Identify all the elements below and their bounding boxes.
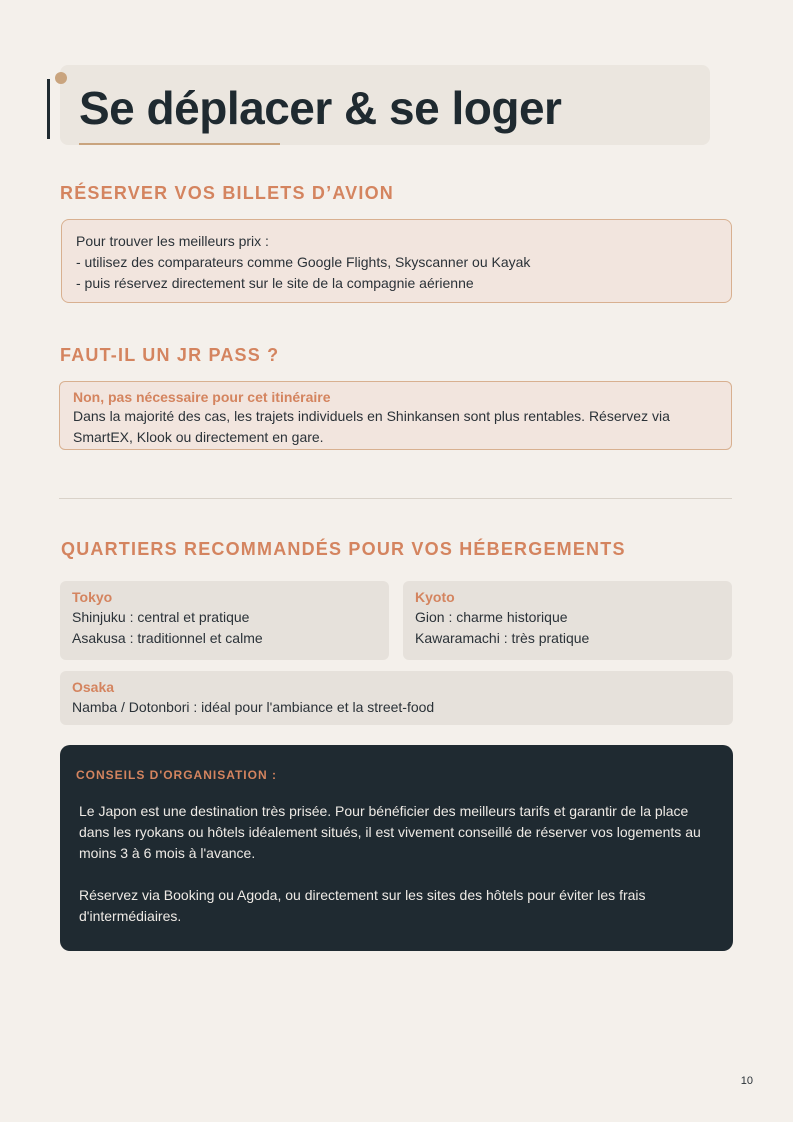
tips-paragraph: Réservez via Booking ou Agoda, ou directement sur les sites des hôtels pour éviter les frais d'intermédiaires.: [79, 887, 646, 924]
flights-line: Pour trouver les meilleurs prix :: [76, 233, 269, 249]
card-line: Shinjuku : central et pratique: [72, 609, 250, 625]
card-line: Namba / Dotonbori : idéal pour l'ambiance et la street-food: [72, 699, 435, 715]
title-accent-bar: [47, 79, 50, 139]
card-city: Tokyo: [72, 589, 113, 605]
page-number: 10: [740, 1075, 753, 1087]
jr-pass-box: [59, 381, 732, 450]
flights-heading: RÉSERVER VOS BILLETS D’AVION: [60, 183, 394, 203]
title-underline: [79, 143, 280, 145]
jr-pass-label: Non, pas nécessaire pour cet itinéraire: [73, 389, 331, 405]
tips-paragraph: Le Japon est une destination très prisée. Pour bénéficier des meilleurs tarifs et garantir de la place dans les ryokans ou hôtels idéalement situés, il est vivement conseillé de réserver vos logements au moins 3 à 6 mois à l'avance.: [79, 803, 701, 861]
jr-pass-heading: FAUT-IL UN JR PASS ?: [60, 345, 280, 365]
neighborhood-card-tokyo: [60, 581, 389, 660]
jr-pass-text: Dans la majorité des cas, les trajets individuels en Shinkansen sont plus rentables. Réservez via SmartEX, Klook ou directement en gare.: [73, 408, 670, 445]
card-city: Osaka: [72, 679, 115, 695]
tips-box: [60, 745, 733, 951]
card-line: Asakusa : traditionnel et calme: [72, 630, 263, 646]
section-divider: [59, 498, 732, 499]
flights-line: - utilisez des comparateurs comme Google Flights, Skyscanner ou Kayak: [76, 254, 531, 270]
card-line: Gion : charme historique: [415, 609, 568, 625]
tips-heading: CONSEILS D'ORGANISATION :: [76, 768, 277, 782]
neighborhoods-heading: QUARTIERS RECOMMANDÉS POUR VOS HÉBERGEMENTS: [61, 539, 626, 559]
flights-line: - puis réservez directement sur le site de la compagnie aérienne: [76, 275, 474, 291]
neighborhood-card-kyoto: [403, 581, 732, 660]
title-accent-dot: [55, 72, 67, 84]
card-city: Kyoto: [415, 589, 455, 605]
neighborhood-card-osaka: [60, 671, 733, 725]
card-line: Kawaramachi : très pratique: [415, 630, 590, 646]
flights-box: [61, 219, 732, 303]
page-title: Se déplacer & se loger: [79, 82, 562, 134]
